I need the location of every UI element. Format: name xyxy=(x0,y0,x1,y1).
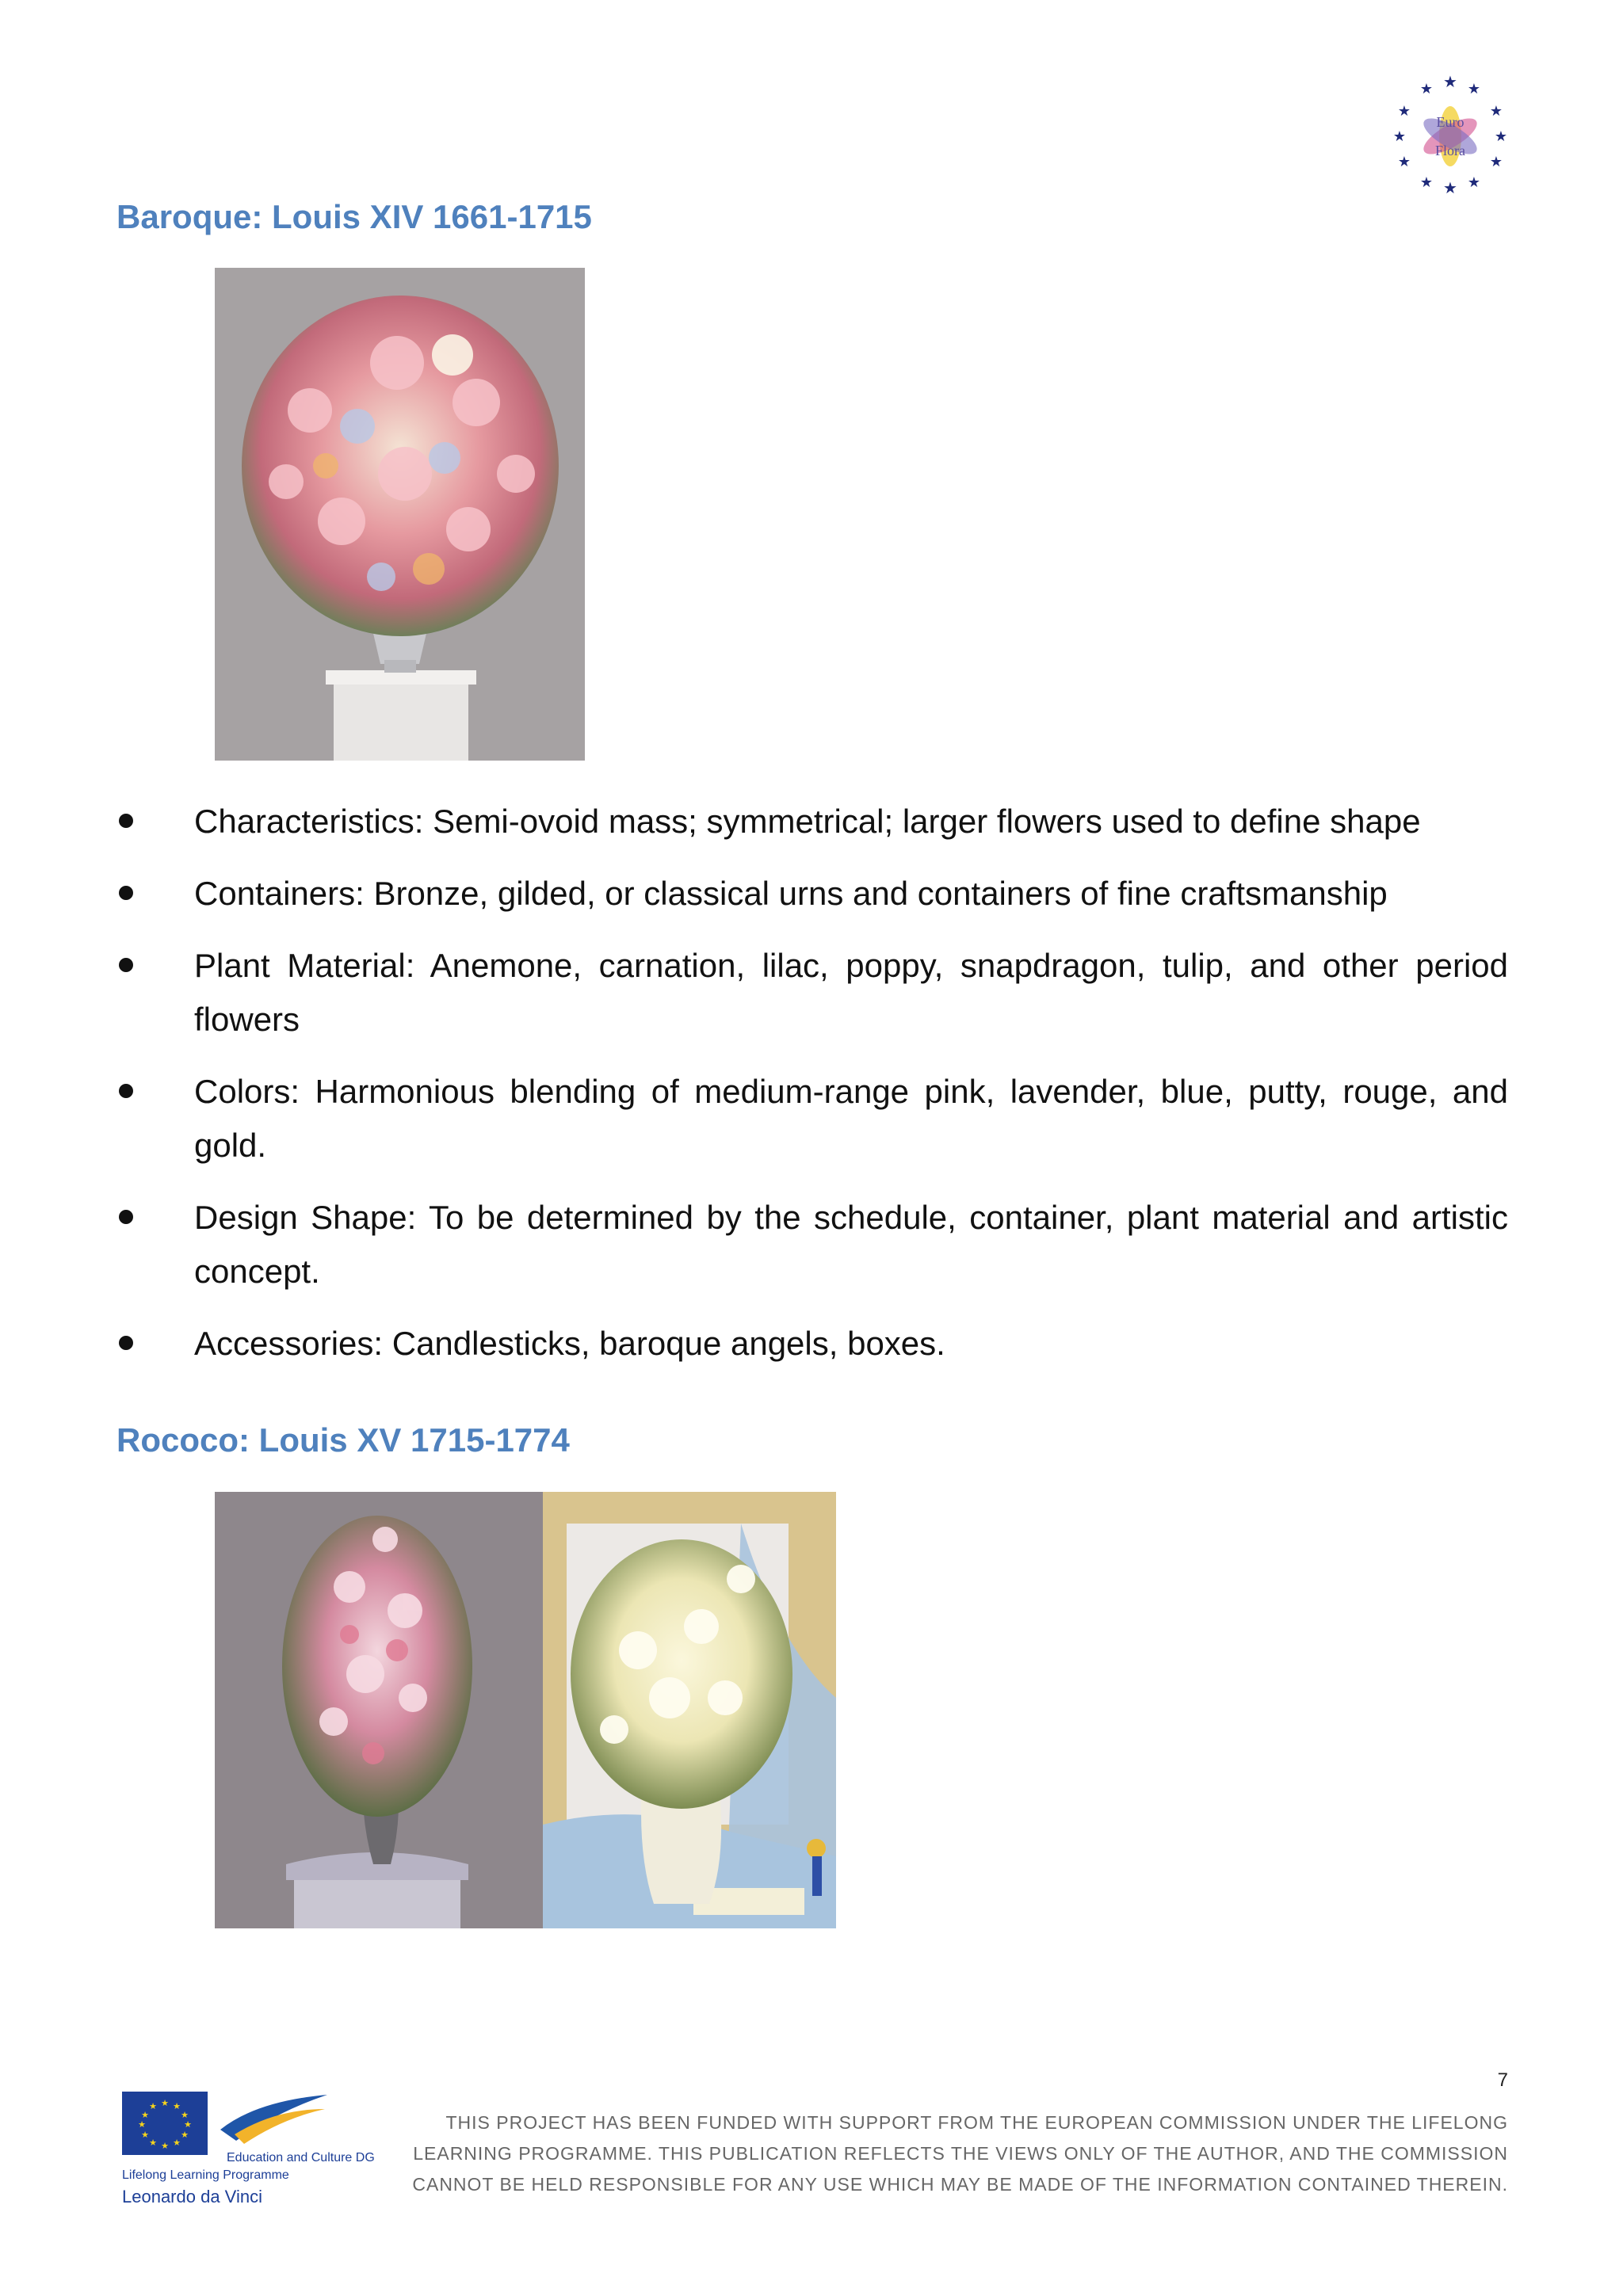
list-item: Colors: Harmonious blending of medium-range pink, lavender, blue, putty, rouge, and gold. xyxy=(116,1065,1508,1173)
svg-text:★: ★ xyxy=(1397,154,1411,170)
baroque-arrangement-photo xyxy=(215,268,585,761)
svg-text:★: ★ xyxy=(1494,128,1508,145)
svg-text:★: ★ xyxy=(161,2141,169,2151)
svg-text:★: ★ xyxy=(181,2130,189,2140)
svg-text:★: ★ xyxy=(1489,154,1503,170)
svg-text:★: ★ xyxy=(138,2119,146,2130)
characteristics-list xyxy=(116,795,1508,1389)
svg-text:★: ★ xyxy=(181,2110,189,2120)
svg-text:★: ★ xyxy=(149,2138,157,2148)
svg-text:★: ★ xyxy=(1397,103,1411,120)
list-item: Accessories: Candlesticks, baroque angels, boxes. xyxy=(116,1317,1508,1371)
list-item: Design Shape: To be determined by the schedule, container, plant material and artistic concept. xyxy=(116,1191,1508,1299)
svg-text:★: ★ xyxy=(1467,174,1481,191)
bullet-icon xyxy=(119,814,133,828)
svg-text:★: ★ xyxy=(184,2119,192,2130)
euroflora-logo xyxy=(1387,70,1514,196)
svg-text:★: ★ xyxy=(173,2138,181,2148)
section-heading-baroque: Baroque: Louis XIV 1661-1715 xyxy=(116,198,592,235)
section-heading-rococo: Rococo: Louis XV 1715-1774 xyxy=(116,1421,570,1459)
bullet-icon xyxy=(119,958,133,972)
rococo-arrangement-photo-right xyxy=(543,1492,836,1928)
bullet-icon xyxy=(119,1336,133,1350)
svg-text:★: ★ xyxy=(1419,174,1434,191)
svg-text:★: ★ xyxy=(1392,128,1407,145)
svg-text:★: ★ xyxy=(141,2130,149,2140)
svg-text:★: ★ xyxy=(1419,81,1434,97)
bullet-icon xyxy=(119,1210,133,1224)
svg-text:★: ★ xyxy=(141,2110,149,2120)
eu-lifelong-learning-logo xyxy=(117,2068,375,2215)
logo-line1: Euro xyxy=(1436,114,1465,130)
page-number: 7 xyxy=(1497,2069,1508,2091)
eu-logo-programme: Lifelong Learning Programme xyxy=(122,2168,289,2182)
svg-text:★: ★ xyxy=(161,2098,169,2108)
svg-text:★: ★ xyxy=(1443,178,1457,197)
bullet-icon xyxy=(119,886,133,900)
list-item: Containers: Bronze, gilded, or classical urns and containers of fine craftsmanship xyxy=(116,867,1508,921)
logo-line2: Flora xyxy=(1435,143,1465,158)
list-item: Plant Material: Anemone, carnation, lilac, poppy, snapdragon, tulip, and other period flowers xyxy=(116,939,1508,1047)
svg-text:★: ★ xyxy=(149,2101,157,2111)
list-item: Characteristics: Semi-ovoid mass; symmetrical; larger flowers used to define shape xyxy=(116,795,1508,849)
rococo-arrangement-photo-left xyxy=(215,1492,543,1928)
eu-logo-dg: Education and Culture DG xyxy=(227,2151,375,2164)
svg-text:★: ★ xyxy=(1489,103,1503,120)
bullet-icon xyxy=(119,1084,133,1098)
svg-text:★: ★ xyxy=(173,2101,181,2111)
funding-disclaimer: THIS PROJECT HAS BEEN FUNDED WITH SUPPORT FROM THE EUROPEAN COMMISSION UNDER THE LIFELONG LEARNING PROGRAMME. THIS PUBLICATION REFLECTS THE VIEWS ONLY OF THE AUTHOR, AND THE COMMISSION CANNOT BE HELD RESPONSIBLE FOR ANY USE WHICH MAY BE MADE OF THE INFORMATION CONTAINED THEREIN. xyxy=(412,2112,1508,2195)
eu-logo-name: Leonardo da Vinci xyxy=(122,2187,262,2206)
svg-text:★: ★ xyxy=(1443,72,1457,91)
svg-text:★: ★ xyxy=(1467,81,1481,97)
